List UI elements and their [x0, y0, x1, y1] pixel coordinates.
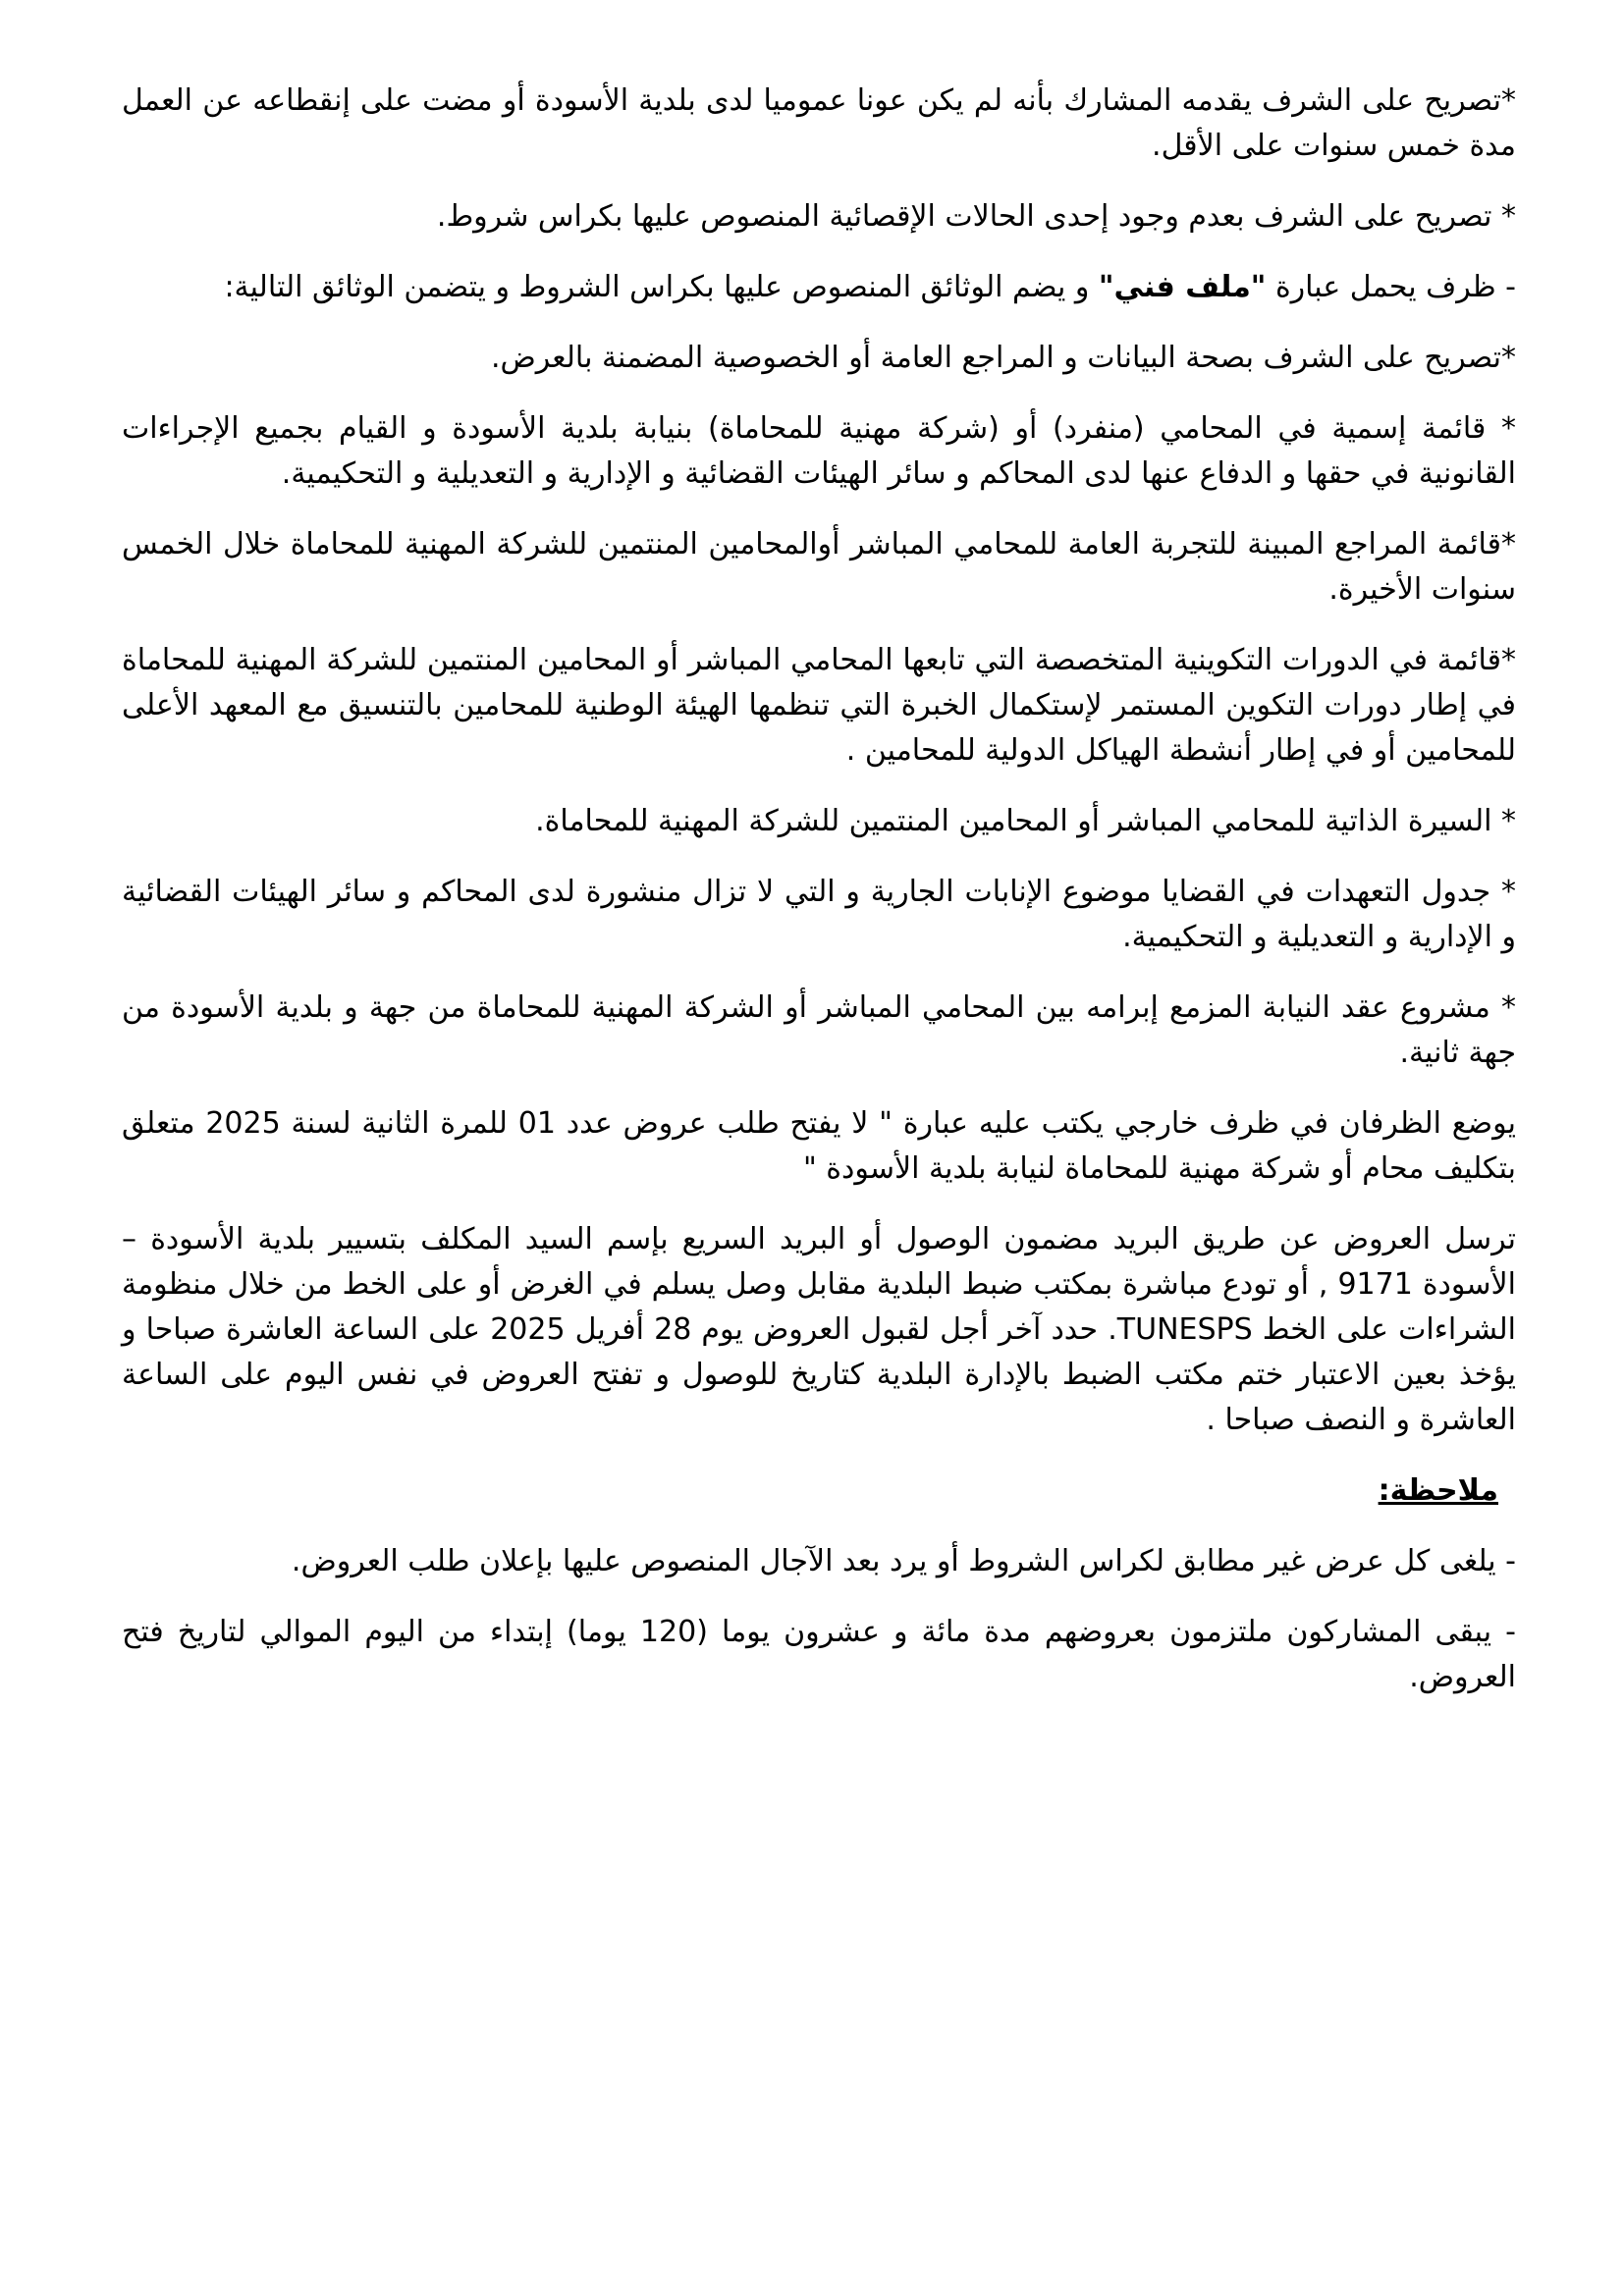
paragraph-validity-period: - يبقى المشاركون ملتزمون بعروضهم مدة مائة و عشرون يوما (120 يوما) إبتداء من اليوم الموالي لتاريخ فتح العروض. — [122, 1615, 1516, 1694]
paragraph-contract-draft: * مشروع عقد النيابة المزمع إبرامه بين المحامي المباشر أو الشركة المهنية للمحاماة من جهة و بلدية الأسودة من جهة ثانية. — [122, 990, 1516, 1070]
paragraph-rejection-rule: - يلغى كل عرض غير مطابق لكراس الشروط أو يرد بعد الآجال المنصوص عليها بإعلان طلب العروض. — [291, 1544, 1516, 1578]
paragraph-outer-envelope: يوضع الظرفان في ظرف خارجي يكتب عليه عبارة " لا يفتح طلب عروض عدد 01 للمرة الثانية لسنة 2025 متعلق بتكليف محام أو شركة مهنية للمحاماة لنيابة بلدية الأسودة " — [122, 1106, 1516, 1186]
paragraph-no-exclusion-declaration: * تصريح على الشرف بعدم وجود إحدى الحالات الإقصائية المنصوص عليها بكراس شروط. — [436, 199, 1516, 234]
paragraph-lawyer-name-list: * قائمة إسمية في المحامي (منفرد) أو (شركة مهنية للمحاماة) بنيابة بلدية الأسودة و القيام بجميع الإجراءات القانونية في حقها و الدفاع عنها لدى المحاكم و سائر الهيئات القضائية و الإدارية و التعديلية و التحكيمية. — [122, 411, 1516, 491]
envelope-text-before: - ظرف يحمل عبارة — [1266, 270, 1516, 304]
note-heading: ملاحظة: — [1378, 1473, 1498, 1508]
paragraph-data-accuracy-declaration: *تصريح على الشرف بصحة البيانات و المراجع العامة أو الخصوصية المضمنة بالعرض. — [490, 341, 1516, 375]
envelope-text-after: و يضم الوثائق المنصوص عليها بكراس الشروط و يتضمن الوثائق التالية: — [224, 270, 1099, 304]
paragraph-cv: * السيرة الذاتية للمحامي المباشر أو المحامين المنتمين للشركة المهنية للمحاماة. — [535, 804, 1516, 838]
paragraph-non-public-agent-declaration: *تصريح على الشرف يقدمه المشارك بأنه لم يكن عونا عموميا لدى بلدية الأسودة أو مضت على إنقطاعه عن العمل مدة خمس سنوات على الأقل. — [122, 83, 1516, 163]
paragraph-submission-deadline: ترسل العروض عن طريق البريد مضمون الوصول أو البريد السريع بإسم السيد المكلف بتسيير بلدية الأسودة – الأسودة 9171 , أو تودع مباشرة بمكتب ضبط البلدية مقابل وصل يسلم في الغرض أو على الخط من خلال منظومة الشراءات على الخط TUNESPS. حدد آخر أجل لقبول العروض يوم 28 أفريل 2025 على الساعة العاشرة صباحا و يؤخذ بعين الاعتبار ختم مكتب الضبط بالإدارة البلدية كتاريخ للوصول و تفتح العروض في نفس اليوم على الساعة العاشرة و النصف صباحا . — [122, 1222, 1516, 1437]
paragraph-training-courses-list: *قائمة في الدورات التكوينية المتخصصة التي تابعها المحامي المباشر أو المحامين المنتمين للشركة المهنية للمحاماة في إطار دورات التكوين المستمر لإستكمال الخبرة التي تنظمها الهيئة الوطنية للمحامين بالتنسيق مع المعهد الأعلى للمحامين أو في إطار أنشطة الهياكل الدولية للمحامين . — [122, 643, 1516, 768]
paragraph-references-list: *قائمة المراجع المبينة للتجربة العامة للمحامي المباشر أوالمحامين المنتمين للشركة المهنية للمحاماة خلال الخمس سنوات الأخيرة. — [122, 527, 1516, 607]
paragraph-technical-envelope — [122, 265, 1516, 310]
envelope-label-technical-file: "ملف فني" — [1098, 270, 1267, 304]
document-page — [122, 79, 1516, 1726]
paragraph-commitments-table: * جدول التعهدات في القضايا موضوع الإنابات الجارية و التي لا تزال منشورة لدى المحاكم و سائر الهيئات القضائية و الإدارية و التعديلية و التحكيمية. — [122, 875, 1516, 954]
